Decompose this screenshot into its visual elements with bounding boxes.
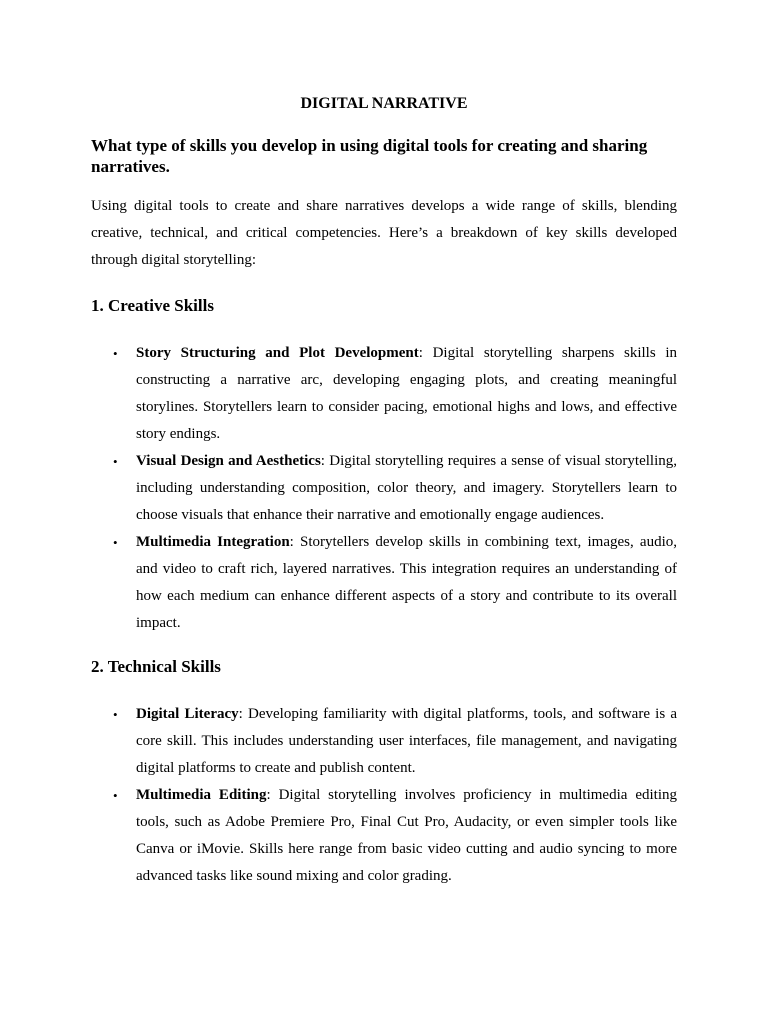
intro-paragraph: Using digital tools to create and share narratives develops a wide range of skills, blending creative, technical, and critical competencies. Here’s a breakdown of key skills developed through digital storytelling: — [91, 198, 677, 268]
creative-skills-list — [91, 340, 677, 637]
list-item-term: Story Structuring and Plot Development — [136, 345, 419, 361]
bullet-icon: • — [113, 788, 118, 803]
list-item-term: Multimedia Integration — [136, 534, 290, 550]
document-title: DIGITAL NARRATIVE — [300, 95, 468, 112]
list-item-term: Visual Design and Aesthetics — [136, 453, 321, 469]
list-item-text: : Digital storytelling sharpens skills in constructing a narrative arc, developing engaging plots, and creating meaningful storylines. Storytellers learn to consider pacing, emotional highs and lows, and effective story endings. — [136, 345, 677, 442]
technical-skills-list — [91, 701, 677, 890]
list-item-text: : Storytellers develop skills in combining text, images, audio, and video to craft rich, layered narratives. This integration requires an understanding of how each medium can enhance different aspects of a story and contribute to its overall impact. — [136, 534, 677, 631]
bullet-icon: • — [113, 535, 118, 550]
section-heading-technical-skills: 2. Technical Skills — [91, 657, 221, 676]
list-item-text: : Developing familiarity with digital platforms, tools, and software is a core skill. This includes understanding user interfaces, file management, and navigating digital platforms to create and publish content. — [136, 706, 677, 776]
bullet-icon: • — [113, 454, 118, 469]
section-heading-creative-skills: 1. Creative Skills — [91, 296, 214, 315]
list-item-text: : Digital storytelling involves proficiency in multimedia editing tools, such as Adobe Premiere Pro, Final Cut Pro, Audacity, or even simpler tools like Canva or iMovie. Skills here range from basic video cutting and audio syncing to more advanced tasks like sound mixing and color grading. — [136, 787, 678, 884]
list-item-text: : Digital storytelling requires a sense of visual storytelling, including understanding composition, color theory, and imagery. Storytellers learn to choose visuals that enhance their narrative and emotionally engage audiences. — [136, 453, 677, 523]
list-item-term: Digital Literacy — [136, 706, 239, 722]
bullet-icon: • — [113, 346, 118, 361]
list-item — [91, 701, 677, 782]
bullet-icon: • — [113, 707, 118, 722]
question-heading: What type of skills you develop in using digital tools for creating and sharing narratives. — [91, 136, 648, 176]
list-item — [91, 340, 677, 448]
list-item — [91, 529, 677, 637]
list-item-term: Multimedia Editing — [136, 787, 267, 803]
list-item — [91, 782, 677, 890]
list-item — [91, 448, 677, 529]
